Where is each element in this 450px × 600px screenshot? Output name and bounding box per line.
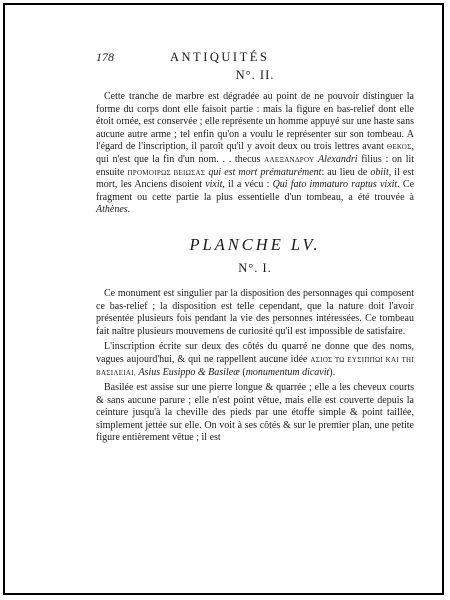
plate-heading: PLANCHE LV.	[189, 234, 321, 254]
section-number: N°. II.	[235, 68, 275, 82]
running-title: ANTIQUITÉS	[170, 50, 270, 64]
text-segment: .	[127, 204, 131, 216]
text-segment: : au lieu de	[321, 166, 368, 178]
text-segment: L'inscription écrite sur deux des côtés du quarré ne donne que des noms, vagues aujourd'hui, & qui ne rappellent aucune idée	[96, 341, 414, 365]
book-page	[96, 50, 414, 445]
latin-phrase: Alexandri	[318, 153, 358, 165]
paragraph-basilee: Basilée est assise sur une pierre longue & quarrée ; elle a les cheveux courts & sans aucune parure ; elle n'est point vêtue, mais elle est couverte depuis la ceinture jusqu'à la cheville des pieds par une étoffe simple & point taillée, simplement jettée sur elle. On voit à ses côtés & sur le premier plan, une petite figure entièrement vêtue ; il est	[96, 382, 414, 444]
text-segment: (	[242, 366, 246, 378]
latin-phrase: vixit	[205, 179, 223, 191]
plate-number: N°. I.	[238, 260, 272, 275]
greek-inscription: ΘΕΚΟΣ	[386, 143, 412, 152]
paragraph-inscription	[96, 341, 414, 379]
text-segment: , il a vécu :	[222, 179, 270, 191]
place-name: Athènes	[96, 204, 128, 216]
page-number: 178	[96, 50, 114, 64]
text-segment: , il est mort, les Anciens disoient	[96, 166, 415, 191]
text-segment: Cette tranche de marbre est dégradée au point de ne pouvoir distinguer la forme du corps dont elle faisoit partie : mais la figure en bas-relief dont elle étoit ornée, est conservée ; elle représente un homme appuyé sur une haste sans aucune autre arme ; tel enfin qu'on a voulu le représenter sur son tombeau. A l'égard de l'inscription, il paroît qu'il y avoit deux ou trois lettres avant	[96, 91, 414, 153]
latin-phrase: Asius Eusippo & Basileæ	[138, 366, 240, 378]
latin-phrase: obiit	[370, 166, 389, 178]
paragraph-fragment-description	[96, 91, 414, 217]
text-segment: filius : on lit ensuite	[96, 153, 415, 178]
greek-inscription: ΑΛΕΞΑΝΔΡΟΥ	[264, 155, 315, 164]
greek-inscription: ΑΣΙΟΣ ΤΩ ΕΥΣΙΠΠΩΙ ΚΑΙ ΤΗΙ ΒΑΣΙΛΕΙΑΙ,	[96, 355, 415, 377]
page-header	[96, 50, 414, 66]
greek-inscription: ΠΡΟΜΟΙΡΩΣ ΒΕΙΩΣΑΣ	[127, 168, 206, 177]
latin-phrase: qui est mort prématurément	[208, 166, 322, 178]
text-segment: , qui n'est que la fin d'un nom. . . thecus	[96, 141, 415, 165]
text-segment: ).	[329, 366, 336, 378]
latin-phrase: monumentum dicavit	[245, 366, 330, 378]
text-segment: Ce fragment ou cette partie la plus essentielle d'un tombeau, a été trouvée à	[96, 179, 415, 203]
latin-phrase: Qui fato immaturo raptus vixit.	[272, 179, 400, 191]
paragraph-monument: Ce monument est singulier par la disposition des personnages qui composent ce bas-relief ; la disposition est telle cependant, que la nature doit l'avoir présentée plusieurs fois pendant la vie des personnes intéressées. Ce tombeau fait naître plusieurs mouvemens de curiosité qu'il est impossible de satisfaire.	[96, 287, 414, 337]
